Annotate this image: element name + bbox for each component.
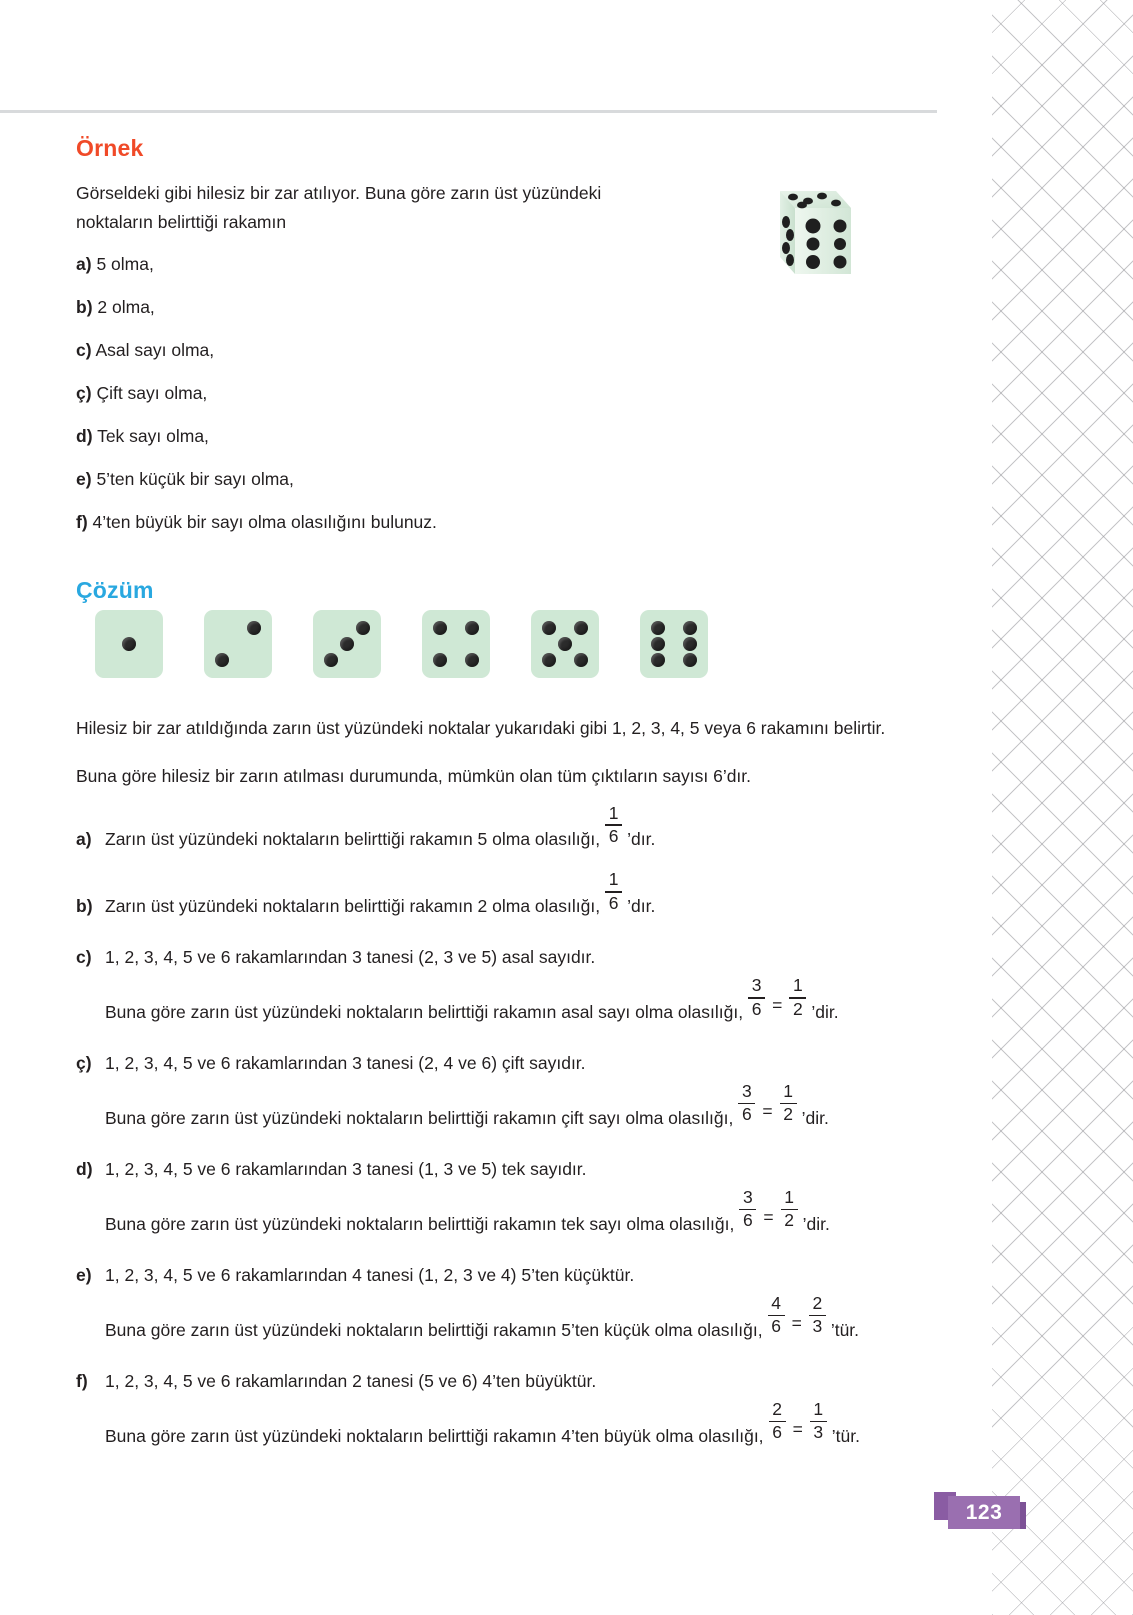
pip bbox=[683, 621, 697, 635]
answer-subtext-d: Buna göre zarın üst yüzündeki noktaların belirttiği rakamın tek sayı olma olasılığı, bbox=[105, 1213, 735, 1234]
answer-subtext-c: Buna göre zarın üst yüzündeki noktaların belirttiği rakamın asal sayı olma olasılığı, bbox=[105, 1002, 744, 1023]
pip bbox=[465, 621, 479, 635]
pip bbox=[574, 653, 588, 667]
pip bbox=[542, 653, 556, 667]
solution-answers bbox=[76, 802, 956, 1450]
pip bbox=[574, 621, 588, 635]
option-text-e: 5’ten küçük bir sayı olma, bbox=[96, 468, 294, 489]
example-option-b bbox=[76, 293, 952, 321]
fraction-b bbox=[605, 870, 622, 913]
equals-sign-e: = bbox=[791, 1312, 802, 1333]
solution-paragraph-1: Hilesiz bir zar atıldığında zarın üst yüzündeki noktalar yukarıdaki gibi 1, 2, 3, 4, 5 veya 6 rakamını belirtir. bbox=[76, 718, 886, 738]
fraction-cc-1 bbox=[738, 1082, 755, 1125]
fraction-numerator: 3 bbox=[751, 975, 762, 996]
pip bbox=[465, 653, 479, 667]
option-tag-c: c) bbox=[76, 339, 92, 360]
pip bbox=[433, 621, 447, 635]
option-tag-e: e) bbox=[76, 468, 92, 489]
fraction-cc-2 bbox=[780, 1082, 797, 1125]
option-text-b: 2 olma, bbox=[97, 296, 155, 317]
fraction-numerator: 4 bbox=[771, 1293, 781, 1314]
option-tag-d: d) bbox=[76, 425, 93, 446]
fraction-e-1 bbox=[768, 1294, 785, 1337]
page-number-ribbon bbox=[934, 1492, 1028, 1532]
answer-suffix-a: ’dır. bbox=[627, 829, 656, 850]
option-tag-f: f) bbox=[76, 511, 88, 532]
decorative-hatch-band bbox=[992, 0, 1133, 1615]
pip bbox=[324, 653, 338, 667]
fraction-c-1 bbox=[748, 976, 765, 1019]
equals-sign-f: = bbox=[792, 1418, 803, 1439]
example-option-f bbox=[76, 508, 952, 536]
fraction-numerator: 1 bbox=[608, 869, 619, 890]
answer-subtext-f: Buna göre zarın üst yüzündeki noktaların belirttiği rakamın 4’ten büyük olma olasılığı, bbox=[105, 1425, 764, 1446]
answer-subtext-cc: Buna göre zarın üst yüzündeki noktaların belirttiği rakamın çift sayı olma olasılığı, bbox=[105, 1107, 734, 1128]
option-tag-b: b) bbox=[76, 296, 93, 317]
answer-tag-e: e) bbox=[76, 1264, 92, 1285]
option-text-d: Tek sayı olma, bbox=[97, 425, 209, 446]
option-text-a: 5 olma, bbox=[96, 253, 154, 274]
answer-suffix-b: ’dır. bbox=[627, 896, 656, 917]
equals-sign-d: = bbox=[763, 1206, 774, 1227]
example-heading: Örnek bbox=[76, 135, 144, 161]
answer-tag-cc: ç) bbox=[76, 1053, 92, 1074]
example-option-d bbox=[76, 422, 952, 450]
equals-sign-cc: = bbox=[762, 1100, 773, 1121]
answer-suffix-c: ’dir. bbox=[811, 1002, 839, 1023]
pip bbox=[433, 653, 447, 667]
answer-tag-b: b) bbox=[76, 896, 93, 917]
option-tag-a: a) bbox=[76, 253, 92, 274]
answer-suffix-cc: ’dir. bbox=[801, 1107, 829, 1128]
pip bbox=[651, 621, 665, 635]
three-dimensional-die-icon bbox=[752, 186, 856, 286]
fraction-denominator: 6 bbox=[751, 998, 762, 1019]
fraction-denominator: 2 bbox=[792, 998, 803, 1019]
pip bbox=[215, 653, 229, 667]
die-face-4 bbox=[422, 610, 490, 678]
example-options-list bbox=[76, 250, 952, 536]
pip bbox=[122, 637, 136, 651]
example-option-cc bbox=[76, 379, 952, 407]
fraction-numerator: 2 bbox=[812, 1293, 823, 1314]
example-option-c bbox=[76, 336, 952, 364]
die-face-3 bbox=[313, 610, 381, 678]
fraction-numerator: 3 bbox=[742, 1187, 753, 1208]
fraction-numerator: 2 bbox=[772, 1399, 782, 1419]
fraction-c-2 bbox=[789, 976, 806, 1019]
fraction-denominator: 6 bbox=[608, 892, 619, 913]
answer-text-a: Zarın üst yüzündeki noktaların belirttiği rakamın 5 olma olasılığı, bbox=[105, 829, 601, 850]
answer-text-e: 1, 2, 3, 4, 5 ve 6 rakamlarından 4 tanesi (1, 2, 3 ve 4) 5’ten küçüktür. bbox=[105, 1264, 635, 1285]
answer-text-cc: 1, 2, 3, 4, 5 ve 6 rakamlarından 3 tanesi (2, 4 ve 6) çift sayıdır. bbox=[105, 1053, 586, 1074]
fraction-denominator: 6 bbox=[772, 1422, 782, 1443]
die-face-6 bbox=[640, 610, 708, 678]
fraction-d-2 bbox=[781, 1188, 798, 1231]
option-text-c: Asal sayı olma, bbox=[95, 339, 215, 360]
fraction-numerator: 1 bbox=[783, 1081, 793, 1102]
solution-paragraph-2: Buna göre hilesiz bir zarın atılması durumunda, mümkün olan tüm çıktıların sayısı 6’dır. bbox=[76, 766, 752, 787]
answer-text-b: Zarın üst yüzündeki noktaların belirttiği rakamın 2 olma olasılığı, bbox=[105, 896, 601, 917]
fraction-denominator: 2 bbox=[783, 1104, 793, 1125]
pip bbox=[683, 637, 697, 651]
answer-text-f: 1, 2, 3, 4, 5 ve 6 rakamlarından 2 tanesi (5 ve 6) 4’ten büyüktür. bbox=[105, 1370, 597, 1391]
option-text-f: 4’ten büyük bir sayı olma olasılığını bulunuz. bbox=[92, 511, 437, 532]
answer-e bbox=[76, 1262, 956, 1344]
die-face-1 bbox=[95, 610, 163, 678]
answer-suffix-d: ’dir. bbox=[802, 1213, 830, 1234]
example-intro-text: Görseldeki gibi hilesiz bir zar atılıyor. Buna göre zarın üst yüzündeki noktaların belirttiği rakamın bbox=[76, 183, 602, 232]
dice-faces-row bbox=[95, 610, 708, 678]
fraction-numerator: 1 bbox=[813, 1399, 824, 1419]
fraction-a bbox=[605, 804, 622, 847]
pip bbox=[247, 621, 261, 635]
answer-c bbox=[76, 944, 956, 1026]
answer-tag-c: c) bbox=[76, 947, 92, 968]
option-text-cc: Çift sayı olma, bbox=[96, 382, 208, 403]
fraction-denominator: 6 bbox=[741, 1104, 752, 1125]
fraction-f-2 bbox=[810, 1400, 827, 1443]
answer-b bbox=[76, 869, 956, 920]
fraction-numerator: 1 bbox=[792, 975, 803, 996]
die-face-2 bbox=[204, 610, 272, 678]
fraction-denominator: 2 bbox=[784, 1210, 794, 1231]
fraction-denominator: 6 bbox=[608, 825, 619, 846]
fraction-denominator: 6 bbox=[742, 1210, 753, 1231]
solution-body bbox=[76, 714, 956, 1474]
answer-suffix-e: ’tür. bbox=[830, 1319, 860, 1340]
answer-cc bbox=[76, 1050, 956, 1132]
page-number: 123 bbox=[965, 1500, 1003, 1524]
fraction-e-2 bbox=[809, 1294, 826, 1337]
answer-tag-f: f) bbox=[76, 1370, 88, 1391]
fraction-denominator: 3 bbox=[812, 1316, 823, 1337]
answer-tag-d: d) bbox=[76, 1159, 93, 1180]
option-tag-cc: ç) bbox=[76, 382, 92, 403]
fraction-d-1 bbox=[739, 1188, 756, 1231]
answer-text-d: 1, 2, 3, 4, 5 ve 6 rakamlarından 3 tanesi (1, 3 ve 5) tek sayıdır. bbox=[105, 1159, 587, 1180]
answer-suffix-f: ’tür. bbox=[831, 1425, 861, 1446]
fraction-denominator: 3 bbox=[813, 1422, 824, 1443]
answer-f bbox=[76, 1368, 956, 1450]
pip bbox=[356, 621, 370, 635]
answer-tag-a: a) bbox=[76, 829, 92, 850]
answer-text-c: 1, 2, 3, 4, 5 ve 6 rakamlarından 3 tanesi (2, 3 ve 5) asal sayıdır. bbox=[105, 947, 596, 968]
pip bbox=[651, 637, 665, 651]
pip bbox=[651, 653, 665, 667]
pip bbox=[542, 621, 556, 635]
equals-sign-c: = bbox=[772, 995, 783, 1016]
fraction-denominator: 6 bbox=[771, 1316, 781, 1337]
answer-a bbox=[76, 802, 956, 854]
pip bbox=[340, 637, 354, 651]
answer-subtext-e: Buna göre zarın üst yüzündeki noktaların belirttiği rakamın 5’ten küçük olma olasılığı, bbox=[105, 1319, 763, 1340]
fraction-numerator: 1 bbox=[608, 802, 619, 823]
fraction-f-1 bbox=[769, 1400, 786, 1443]
fraction-numerator: 1 bbox=[784, 1187, 794, 1208]
pip bbox=[558, 637, 572, 651]
solution-heading: Çözüm bbox=[76, 576, 154, 603]
example-option-e bbox=[76, 465, 952, 493]
pip bbox=[683, 653, 697, 667]
die-face-5 bbox=[531, 610, 599, 678]
fraction-numerator: 3 bbox=[741, 1081, 752, 1102]
answer-d bbox=[76, 1156, 956, 1238]
